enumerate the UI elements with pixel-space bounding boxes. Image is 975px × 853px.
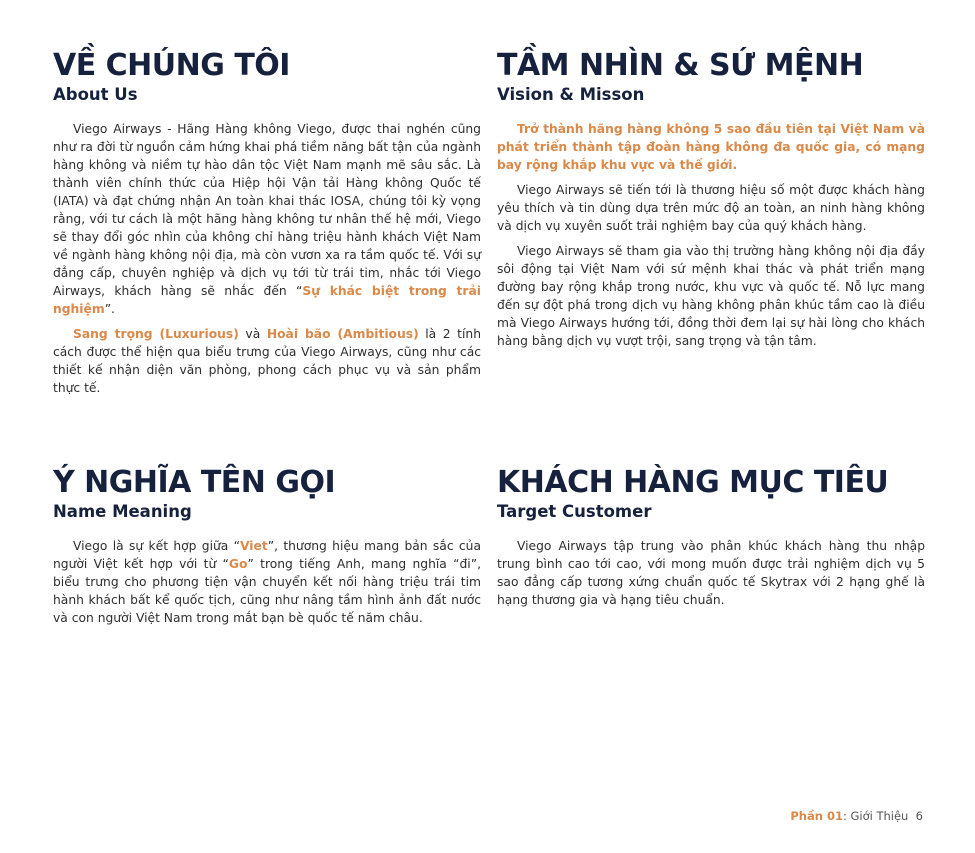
vision-paragraph-3: Viego Airways sẽ tham gia vào thị trường hàng không nội địa đầy sôi động tại Việt Nam với sứ mệnh khai thác và phát triển mạng đường bay rộng khắp trong nước, khu vực và quốc tế. Nỗ lực mang đến sự đột phá trong dịch vụ hàng không phân khúc tầm cao là điều mà Viego Airways hướng tới, đồng thời đem lại sự hài lòng cho khách hàng bằng dịch vụ vượt trội, sang trọng và tận tâm. [497, 244, 925, 348]
about-p2-and: và [238, 327, 267, 341]
footer-part-label: Phần 01 [790, 809, 843, 823]
name-meaning-title: Ý NGHĨA TÊN GỌI [53, 465, 336, 500]
page-number: 6 [915, 809, 923, 823]
footer-separator: : [842, 809, 851, 823]
name-p1-text-c: ” trong tiếng Anh, mang nghĩa “đi”, biểu trưng cho phương tiện vận chuyển kết nối hàng triệu trái tim hành khách bất kể quốc tịch, cũng như nâng tầm hình ảnh đất nước và con người Việt Nam trong mắt bạn bè quốc tế năm châu. [53, 557, 481, 625]
about-section [53, 48, 481, 404]
footer-section-name: Giới Thiệu [850, 809, 909, 823]
about-title: VỀ CHÚNG TÔI [53, 48, 290, 83]
name-meaning-subtitle: Name Meaning [53, 502, 192, 521]
page-footer [790, 809, 923, 823]
name-meaning-paragraph [53, 537, 481, 627]
name-highlight-go: Go [228, 557, 248, 571]
about-paragraph-2 [53, 325, 481, 397]
about-p2-highlight-ambitious: Hoài bão (Ambitious) [266, 327, 419, 341]
name-highlight-viet: Viet [240, 539, 268, 553]
about-paragraph-1 [53, 120, 481, 318]
name-p1-text-a: Viego là sự kết hợp giữa “ [73, 539, 240, 553]
vision-paragraph-2: Viego Airways sẽ tiến tới là thương hiệu số một được khách hàng yêu thích và tin dùng dựa trên mức độ an toàn, an ninh hàng không và dịch vụ xuyên suốt trải nghiệm bay của quý khách hàng. [497, 183, 925, 233]
about-subtitle: About Us [53, 85, 138, 104]
vision-statement: Trở thành hãng hàng không 5 sao đầu tiên tại Việt Nam và phát triển thành tập đoàn hàng không đa quốc gia, có mạng bay rộng khắp khu vực và thế giới. [497, 122, 925, 172]
vision-section [497, 48, 925, 357]
target-customer-subtitle: Target Customer [497, 502, 652, 521]
about-p2-rest: là 2 tính cách được thể hiện qua biểu trưng của Viego Airways, cũng như các thiết kế nhận diện văn phòng, phong cách phục vụ và sản phẩm thực tế. [53, 327, 481, 395]
about-p1-text-a: Viego Airways - Hãng Hàng không Viego, được thai nghén cũng như ra đời từ nguồn cảm hứng khai phá tiềm năng bất tận của ngành hàng không và niềm tự hào dân tộc Việt Nam mạnh mẽ sâu sắc. Là thành viên chính thức của Hiệp hội Vận tải Hàng không Quốc tế (IATA) và đạt chứng nhận An toàn khai thác IOSA, chúng tôi kỳ vọng rằng, với tư cách là một hãng hàng không tư nhân thế hệ mới, Viego sẽ thay đổi góc nhìn của không chỉ hàng triệu hành khách Việt Nam về ngành hàng không nội địa, mà còn vươn xa ra tầm quốc tế. Với sự đẳng cấp, chuyên nghiệp và dịch vụ tới từ trái tim, nhắc tới Viego Airways, khách hàng sẽ nhắc đến “ [53, 122, 481, 298]
target-customer-title: KHÁCH HÀNG MỤC TIÊU [497, 465, 889, 500]
target-customer-section [497, 465, 925, 616]
name-p1-text-b: ”, thương hiệu mang bản sắc của người Việt kết hợp với từ “ [53, 539, 481, 571]
vision-title: TẦM NHÌN & SỨ MỆNH [497, 48, 864, 83]
target-customer-paragraph: Viego Airways tập trung vào phân khúc khách hàng thu nhập trung bình cao tới cao, với mong muốn được trải nghiệm dịch vụ 5 sao đẳng cấp tương xứng chuẩn quốc tế Skytrax với 2 hạng ghế là hạng thương gia và hạng tiêu chuẩn. [497, 539, 925, 607]
about-p1-highlight: Sự khác biệt trong trải nghiệm [53, 284, 481, 316]
about-p1-text-b: ”. [104, 302, 115, 316]
name-meaning-section [53, 465, 481, 634]
about-p2-highlight-luxurious: Sang trọng (Luxurious) [73, 327, 239, 341]
vision-subtitle: Vision & Misson [497, 85, 645, 104]
